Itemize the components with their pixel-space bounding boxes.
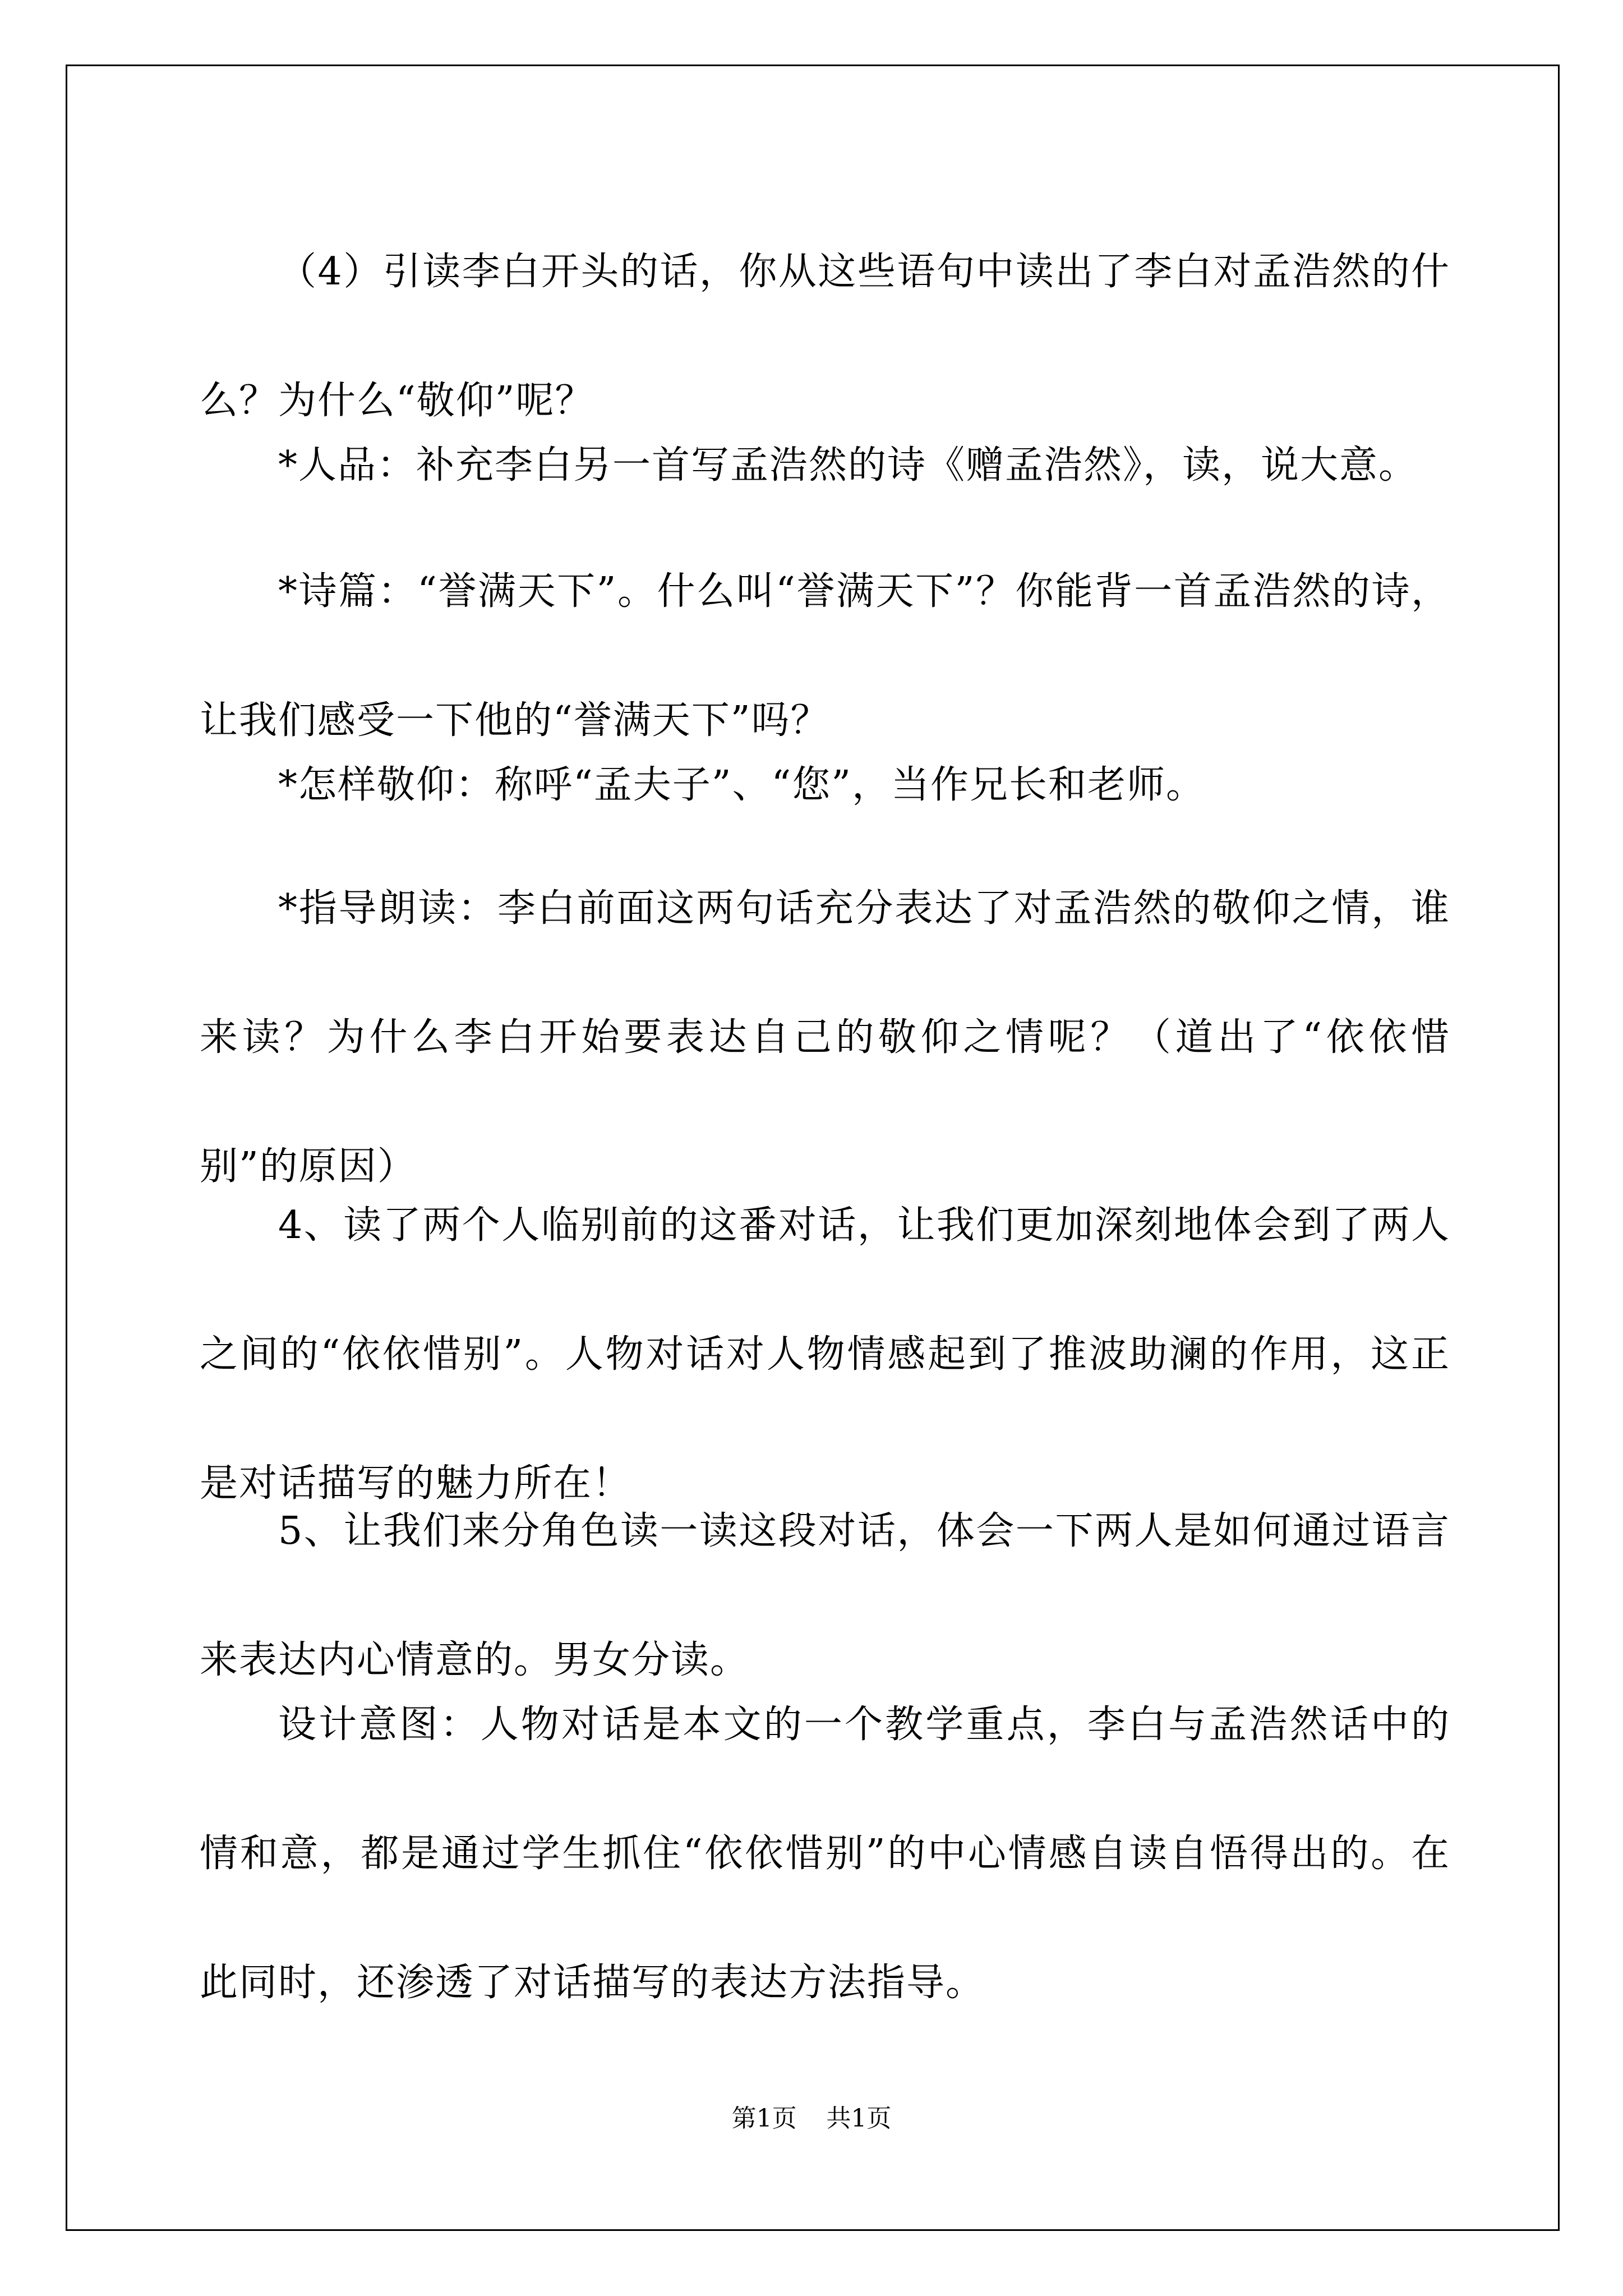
page-footer [0,2102,1623,2136]
paragraph-5: *指导朗读：李白前面这两句话充分表达了对孟浩然的敬仰之情，谁来读？为什么李白开始要表达自己的敬仰之情呢？（道出了“依依惜别”的原因） [200,886,1450,1189]
paragraph-2: *人品：补充李白另一首写孟浩然的诗《赠孟浩然》，读，说大意。 [278,443,1418,487]
paragraph-7: 5、让我们来分角色读一读这段对话，体会一下两人是如何通过语言来表达内心情意的。男女分读。 [200,1509,1450,1682]
page-total: 共1页 [826,2104,892,2133]
paragraph-6: 4、读了两个人临别前的这番对话，让我们更加深刻地体会到了两人之间的“依依惜别”。人物对话对人物情感起到了推波助澜的作用，这正是对话描写的魅力所在！ [200,1203,1450,1506]
page-number: 第1页 [731,2104,797,2133]
paragraph-1: （4）引读李白开头的话，你从这些语句中读出了李白对孟浩然的什么？为什么“敬仰”呢？ [200,250,1450,423]
paragraph-8: 设计意图：人物对话是本文的一个教学重点，李白与孟浩然话中的情和意，都是通过学生抓住“依依惜别”的中心情感自读自悟得出的。在此同时，还渗透了对话描写的表达方法指导。 [200,1703,1450,2005]
paragraph-3: *诗篇：“誉满天下”。什么叫“誉满天下”？你能背一首孟浩然的诗，让我们感受一下他的“誉满天下”吗？ [200,569,1450,743]
paragraph-4: *怎样敬仰：称呼“孟夫子”、“您”，当作兄长和老师。 [278,763,1206,807]
